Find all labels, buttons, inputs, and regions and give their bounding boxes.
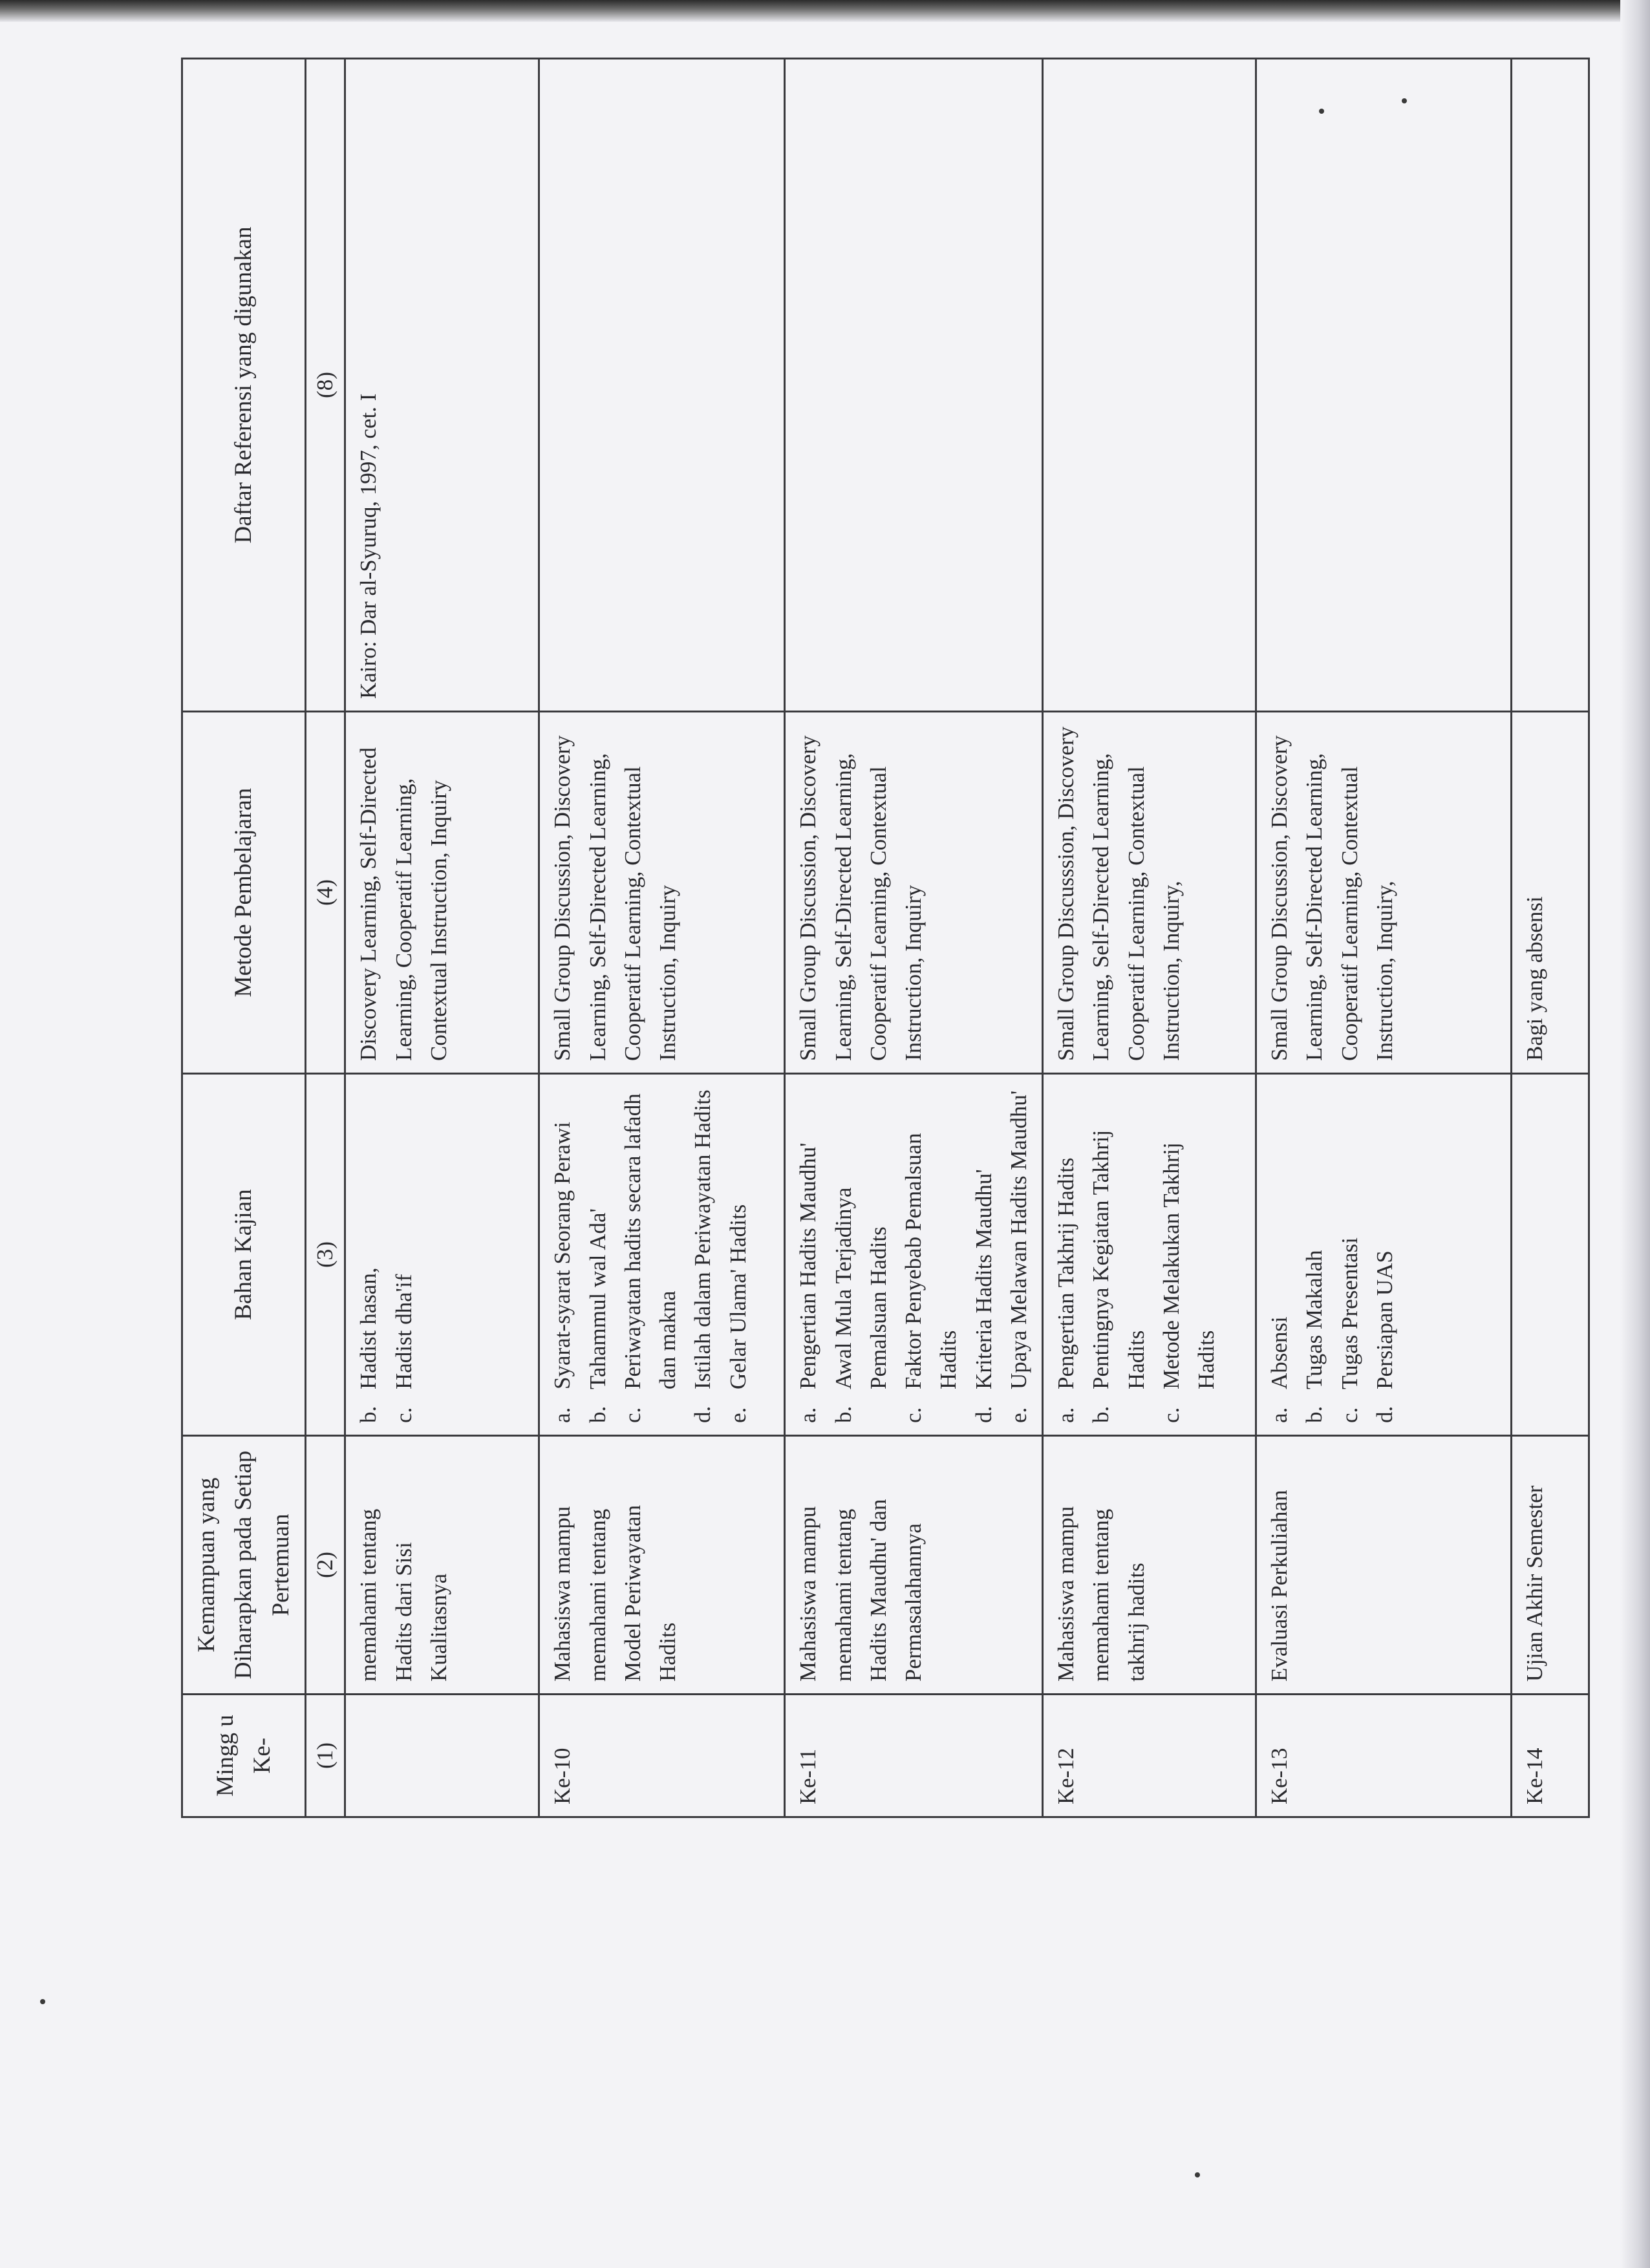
- topic-item: [545, 1086, 580, 1423]
- scan-edge-top: [0, 0, 1650, 22]
- scan-speck: [40, 1999, 45, 2004]
- topic-text: Persiapan UAS: [1371, 1250, 1397, 1389]
- reference-cell: [539, 59, 785, 712]
- topic-item: [721, 1086, 756, 1423]
- topic-letter: c.: [901, 1407, 927, 1423]
- topic-item: [896, 1086, 967, 1423]
- table-row: [1512, 59, 1589, 1817]
- week-cell: [345, 1695, 539, 1817]
- topic-letter: c.: [1158, 1407, 1184, 1423]
- column-number: (3): [306, 1074, 345, 1436]
- header-method: Metode Pembelajaran: [182, 712, 306, 1074]
- topic-list: [791, 1086, 1036, 1423]
- topic-item: [1297, 1086, 1332, 1423]
- reference-cell: [785, 59, 1043, 712]
- topic-letter: a.: [1267, 1407, 1292, 1423]
- method-cell: Small Group Discusssion, Discovery Learning, Self-Directed Learning, Cooperatif Learning, Contextual Instruction, Inquiry,: [1043, 712, 1256, 1074]
- topic-item: [1049, 1086, 1084, 1423]
- topic-list: [1262, 1086, 1402, 1423]
- ability-cell: Ujian Akhir Semester: [1512, 1436, 1589, 1695]
- header-ability: Kemampuan yang Diharapkan pada Setiap Pertemuan: [182, 1436, 306, 1695]
- topic-item: [1262, 1086, 1297, 1423]
- rotated-page: [181, 59, 1592, 1818]
- topic-item: [616, 1086, 686, 1423]
- topics-cell: [539, 1074, 785, 1436]
- scan-speck: [1195, 2172, 1200, 2177]
- header-topics: Bahan Kajian: [182, 1074, 306, 1436]
- topics-cell: [785, 1074, 1043, 1436]
- reference-cell: [1043, 59, 1256, 712]
- method-cell: Discovery Learning, Self-Directed Learning, Cooperatif Learning, Contextual Instruction, Inquiry: [345, 712, 539, 1074]
- topic-letter: d.: [1371, 1406, 1397, 1423]
- week-cell: Ke-13: [1256, 1695, 1512, 1817]
- topic-letter: b.: [1302, 1406, 1327, 1423]
- reference-cell: [1512, 59, 1589, 712]
- topic-letter: d.: [690, 1406, 716, 1423]
- ability-cell: Mahasiswa mampu memahami tentang takhrij hadits: [1043, 1436, 1256, 1695]
- topic-text: Pengertian Takhrij Hadits: [1053, 1157, 1079, 1389]
- column-number: (4): [306, 712, 345, 1074]
- topic-text: Istilah dalam Periwayatan Hadits: [690, 1089, 716, 1389]
- week-cell: Ke-12: [1043, 1695, 1256, 1817]
- topic-letter: e.: [1005, 1407, 1031, 1423]
- column-number: (1): [306, 1695, 345, 1817]
- topic-letter: c.: [619, 1407, 645, 1423]
- topic-text: Absensi: [1267, 1316, 1292, 1389]
- topic-item: [1367, 1086, 1402, 1423]
- topic-item: [581, 1086, 616, 1423]
- column-number-row: [306, 59, 345, 1817]
- topic-letter: e.: [725, 1407, 751, 1423]
- topic-letter: d.: [970, 1406, 996, 1423]
- topic-item: [1333, 1086, 1367, 1423]
- topic-list: [1049, 1086, 1224, 1423]
- ability-cell: memahami tentang Hadits dari Sisi Kualitasnya: [345, 1436, 539, 1695]
- method-cell: Small Group Discussion, Discovery Learning, Self-Directed Learning, Cooperatif Learning, Contextual Instruction, Inquiry: [539, 712, 785, 1074]
- topic-text: Metode Melakukan Takhrij Hadits: [1158, 1142, 1219, 1389]
- topic-letter: a.: [550, 1407, 575, 1423]
- topics-cell: [1512, 1074, 1589, 1436]
- header-row: [182, 59, 306, 1817]
- topic-text: Gelar Ulama' Hadits: [725, 1204, 751, 1389]
- week-cell: Ke-11: [785, 1695, 1043, 1817]
- table-row: [1256, 59, 1512, 1817]
- reference-cell: Kairo: Dar al-Syuruq, 1997, cet. I: [345, 59, 539, 712]
- topic-letter: c.: [391, 1407, 416, 1423]
- ability-cell: Mahasiswa mampu memahami tentang Model Periwayatan Hadits: [539, 1436, 785, 1695]
- topic-item: [826, 1086, 897, 1423]
- topics-cell: [1256, 1074, 1512, 1436]
- method-cell: Small Group Discussion, Discovery Learning, Self-Directed Learning, Cooperatif Learning, Contextual Instruction, Inquiry,: [1256, 712, 1512, 1074]
- week-cell: Ke-14: [1512, 1695, 1589, 1817]
- topic-letter: b.: [584, 1406, 610, 1423]
- topic-text: Tugas Presentasi: [1336, 1237, 1362, 1389]
- method-cell: Small Group Discussion, Discovery Learning, Self-Directed Learning, Cooperatif Learning, Contextual Instruction, Inquiry: [785, 712, 1043, 1074]
- topic-letter: c.: [1336, 1407, 1362, 1423]
- table-body: [345, 59, 1589, 1817]
- topic-item: [1084, 1086, 1154, 1423]
- topic-item: [791, 1086, 826, 1423]
- topic-text: Pengertian Hadits Maudhu': [795, 1142, 821, 1389]
- topic-letter: a.: [1053, 1407, 1079, 1423]
- topic-text: Hadist dha'if: [391, 1274, 416, 1389]
- table-row: [785, 59, 1043, 1817]
- topic-letter: b.: [830, 1406, 856, 1423]
- ability-cell: Evaluasi Perkuliahan: [1256, 1436, 1512, 1695]
- topics-cell: [345, 1074, 539, 1436]
- topic-text: Faktor Penyebab Pemalsuan Hadits: [901, 1133, 961, 1389]
- topic-list: [351, 1086, 422, 1423]
- topic-item: [387, 1086, 422, 1423]
- topic-item: [351, 1086, 386, 1423]
- scan-edge-right: [1620, 0, 1650, 2268]
- topic-item: [1002, 1086, 1036, 1423]
- topic-list: [545, 1086, 756, 1423]
- week-cell: Ke-10: [539, 1695, 785, 1817]
- ability-cell: Mahasiswa mampu memahami tentang Hadits Maudhu' dan Permasalahannya: [785, 1436, 1043, 1695]
- table-row: [1043, 59, 1256, 1817]
- topic-text: Kriteria Hadits Maudhu': [970, 1169, 996, 1389]
- table-row: [539, 59, 785, 1817]
- topic-text: Syarat-syarat Seorang Perawi: [550, 1121, 575, 1389]
- topic-item: [685, 1086, 720, 1423]
- header-week: Mingg u Ke-: [182, 1695, 306, 1817]
- topic-text: Pentingnya Kegiatan Takhrij Hadits: [1088, 1129, 1149, 1389]
- syllabus-table: [181, 58, 1590, 1818]
- reference-cell: [1256, 59, 1512, 712]
- header-reference: Daftar Referensi yang digunakan: [182, 59, 306, 712]
- method-cell: Bagi yang absensi: [1512, 712, 1589, 1074]
- table-row: [345, 59, 539, 1817]
- topic-item: [967, 1086, 1002, 1423]
- topic-text: Tugas Makalah: [1302, 1250, 1327, 1389]
- topics-cell: [1043, 1074, 1256, 1436]
- topic-text: Tahammul wal Ada': [584, 1208, 610, 1389]
- topic-item: [1154, 1086, 1225, 1423]
- column-number: (8): [306, 59, 345, 712]
- topic-text: Upaya Melawan Hadits Maudhu': [1005, 1090, 1031, 1389]
- topic-letter: a.: [795, 1407, 821, 1423]
- topic-text: Periwayatan hadits secara lafadh dan makna: [619, 1093, 681, 1389]
- topic-letter: b.: [1088, 1406, 1114, 1423]
- topic-letter: b.: [356, 1406, 381, 1423]
- topic-text: Awal Mula Terjadinya Pemalsuan Hadits: [830, 1187, 891, 1389]
- column-number: (2): [306, 1436, 345, 1695]
- topic-text: Hadist hasan,: [356, 1267, 381, 1389]
